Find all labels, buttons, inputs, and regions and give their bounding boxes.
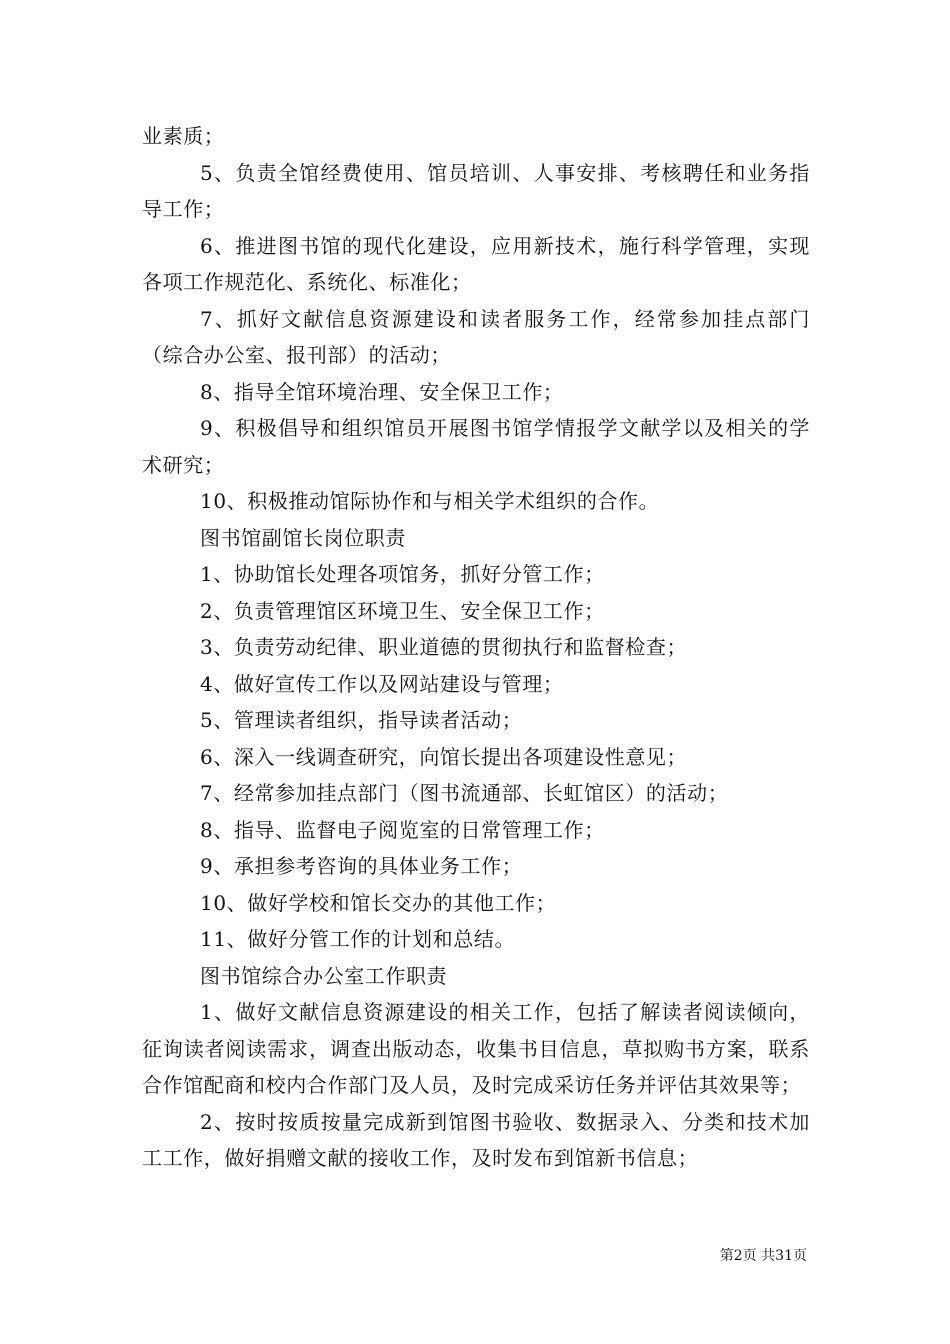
paragraph: 5、管理读者组织，指导读者活动； — [200, 708, 523, 732]
paragraph: 6、深入一线调查研究，向馆长提出各项建设性意见； — [200, 744, 688, 769]
paragraph: 2、按时按质按量完成新到馆图书验收、数据录入、分类和技术加工工作，做好捐赠文献的接收工作，及时发布到馆新书信息； — [142, 1109, 810, 1170]
paragraph: 5、负责全馆经费使用、馆员培训、人事安排、考核聘任和业务指导工作； — [142, 160, 810, 221]
paragraph: 10、做好学校和馆长交办的其他工作； — [200, 890, 557, 915]
footer-middle: 页 共 — [742, 1248, 776, 1264]
document-body — [142, 118, 810, 1177]
paragraph: 业素质； — [142, 124, 225, 148]
paragraph: 6、推进图书馆的现代化建设，应用新技术，施行科学管理，实现各项工作规范化、系统化、标准化； — [142, 233, 810, 294]
footer-total-pages: 31 — [775, 1248, 793, 1264]
section-heading: 图书馆副馆长岗位职责 — [200, 525, 406, 550]
paragraph: 8、指导全馆环境治理、安全保卫工作； — [200, 379, 564, 404]
paragraph: 7、抓好文献信息资源建设和读者服务工作，经常参加挂点部门（综合办公室、报刊部）的活动； — [142, 306, 810, 367]
paragraph: 11、做好分管工作的计划和总结。 — [200, 927, 516, 951]
paragraph: 10、积极推动馆际协作和与相关学术组织的合作。 — [200, 489, 660, 513]
paragraph: 9、承担参考咨询的具体业务工作； — [200, 854, 523, 878]
paragraph: 9、积极倡导和组织馆员开展图书馆学情报学文献学以及相关的学术研究； — [142, 416, 810, 477]
footer-prefix: 第 — [719, 1248, 734, 1264]
footer-current-page: 2 — [733, 1248, 743, 1264]
paragraph: 1、做好文献信息资源建设的相关工作，包括了解读者阅读倾向，征询读者阅读需求，调查出版动态，收集书目信息，草拟购书方案，联系合作馆配商和校内合作部门及人员，及时完成采访任务并评估其效果等； — [142, 1000, 810, 1097]
section-heading: 图书馆综合办公室工作职责 — [200, 963, 448, 988]
paragraph: 2、负责管理馆区环境卫生、安全保卫工作； — [200, 598, 605, 623]
paragraph: 1、协助馆长处理各项馆务，抓好分管工作； — [200, 562, 605, 586]
paragraph: 3、负责劳动纪律、职业道德的贯彻执行和监督检查； — [200, 635, 688, 659]
paragraph: 4、做好宣传工作以及网站建设与管理； — [200, 671, 564, 696]
paragraph: 8、指导、监督电子阅览室的日常管理工作； — [200, 817, 605, 842]
paragraph: 7、经常参加挂点部门（图书流通部、长虹馆区）的活动； — [200, 781, 729, 805]
footer-suffix: 页 — [793, 1248, 807, 1264]
page-footer — [0, 1247, 807, 1265]
